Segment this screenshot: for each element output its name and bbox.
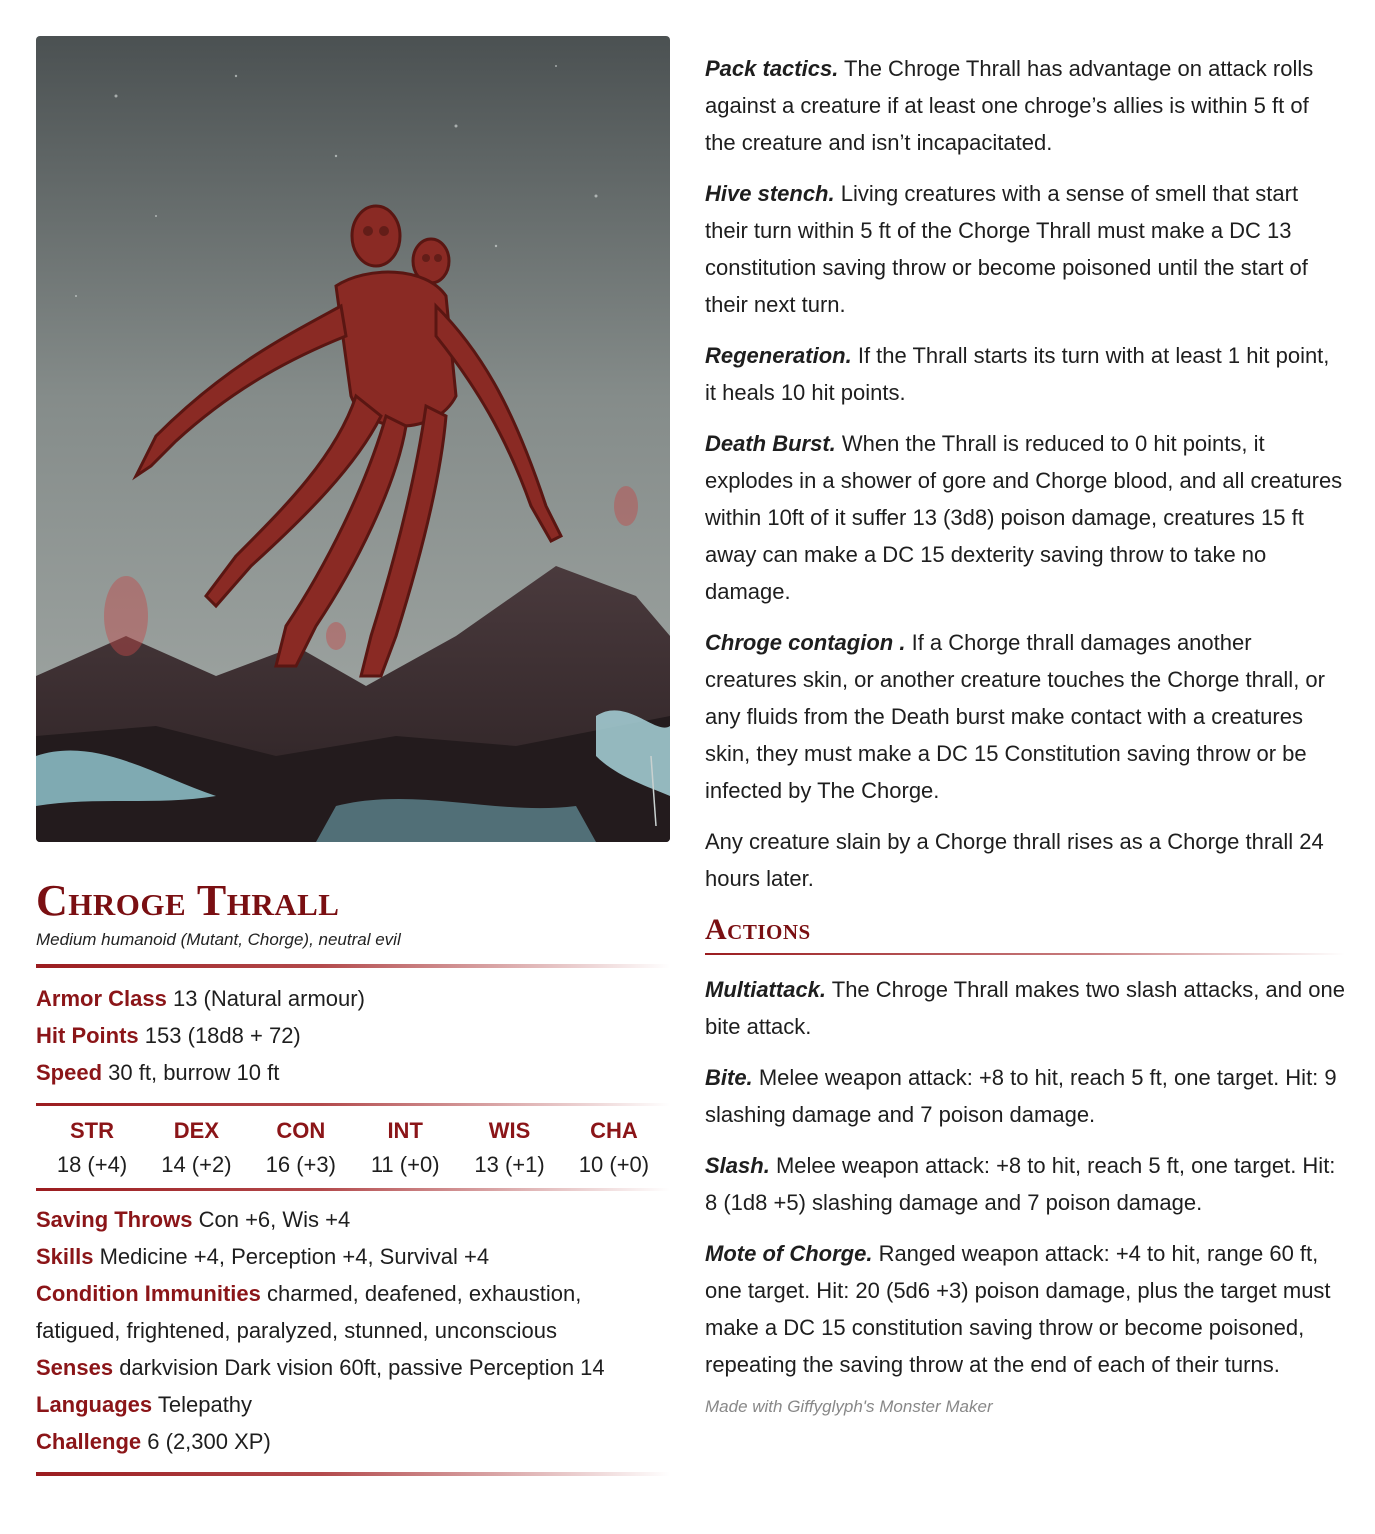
ability-value: 14 (+2) [161, 1152, 232, 1177]
trait-regeneration [705, 337, 1345, 411]
ability-name: WIS [488, 1118, 531, 1143]
condition-immunities-value: charmed, deafened, exhaustion, fatigued, frightened, paralyzed, stunned, unconscious [36, 1281, 582, 1343]
languages-value: Telepathy [157, 1392, 253, 1417]
credit-line: Made with Giffyglyph's Monster Maker [705, 1397, 993, 1416]
ability-scores [36, 1114, 670, 1182]
hit-points-row [36, 1017, 670, 1054]
action-text: The Chroge Thrall makes two slash attacks, and one bite attack. [705, 977, 1345, 1039]
challenge-row [36, 1423, 670, 1460]
action-name: Slash. [705, 1153, 770, 1178]
condition-immunities-label: Condition Immunities [36, 1281, 261, 1306]
trait-hive-stench [705, 175, 1345, 323]
armor-class-value: 13 (Natural armour) [172, 986, 365, 1011]
saving-throws-value: Con +6, Wis +4 [198, 1207, 351, 1232]
hit-points-value: 153 (18d8 + 72) [144, 1023, 301, 1048]
action-name: Mote of Chorge. [705, 1241, 873, 1266]
section-divider [36, 1103, 670, 1106]
trait-pack-tactics [705, 50, 1345, 161]
ability-cha [564, 1114, 664, 1182]
action-multiattack [705, 971, 1345, 1045]
trait-chroge-contagion [705, 624, 1345, 809]
languages-row [36, 1386, 670, 1423]
armor-class-label: Armor Class [36, 986, 167, 1011]
monster-name: Chroge Thrall [36, 876, 340, 925]
ability-dex [146, 1114, 246, 1182]
ability-int [355, 1114, 455, 1182]
ability-name: STR [70, 1118, 114, 1143]
action-text: Melee weapon attack: +8 to hit, reach 5 ft, one target. Hit: 9 slashing damage and 7 poison damage. [705, 1065, 1337, 1127]
saving-throws-label: Saving Throws [36, 1207, 193, 1232]
ability-value: 11 (+0) [370, 1152, 440, 1177]
ability-value: 13 (+1) [474, 1152, 545, 1177]
challenge-value: 6 (2,300 XP) [147, 1429, 271, 1454]
stat-block-right-column [705, 50, 1345, 1417]
speed-value: 30 ft, burrow 10 ft [108, 1060, 280, 1085]
trait-text: Living creatures with a sense of smell that start their turn within 5 ft of the Chorge Thrall must make a DC 13 constitution saving throw or become poisoned until the start of their next turn. [705, 181, 1308, 317]
ability-value: 18 (+4) [56, 1152, 128, 1177]
trait-death-burst [705, 425, 1345, 610]
trait-name: Hive stench. [705, 181, 835, 206]
ability-str [42, 1114, 142, 1182]
ability-con [251, 1114, 351, 1182]
monster-illustration [36, 36, 670, 842]
action-text: Ranged weapon attack: +4 to hit, range 60 ft, one target. Hit: 20 (5d6 +3) poison damage, plus the target must make a DC 15 constitution saving throw or become poisoned, repeating the saving throw at the end of each of their turns. [705, 1241, 1331, 1377]
section-divider [36, 1188, 670, 1191]
trait-name: Death Burst. [705, 431, 836, 456]
trait-text: When the Thrall is reduced to 0 hit points, it explodes in a shower of gore and Chorge blood, and all creatures within 10ft of it suffer 13 (3d8) poison damage, creatures 15 ft away can make a DC 15 dexterity saving throw to take no damage. [705, 431, 1343, 604]
hit-points-label: Hit Points [36, 1023, 139, 1048]
ability-name: CON [276, 1118, 326, 1143]
ability-name: DEX [173, 1118, 220, 1143]
action-name: Bite. [705, 1065, 753, 1090]
skills-row [36, 1238, 670, 1275]
speed-label: Speed [36, 1060, 103, 1085]
monster-type-line: Medium humanoid (Mutant, Chorge), neutral evil [36, 930, 401, 949]
armor-class-row [36, 980, 670, 1017]
action-mote-of-chorge [705, 1235, 1345, 1383]
actions-heading: Actions [705, 913, 811, 946]
ability-wis [460, 1114, 560, 1182]
condition-immunities-row [36, 1275, 670, 1349]
trait-name: Chroge contagion . [705, 630, 906, 655]
languages-label: Languages [36, 1392, 153, 1417]
senses-value: darkvision Dark vision 60ft, passive Perception 14 [119, 1355, 605, 1380]
trait-note: Any creature slain by a Chorge thrall rises as a Chorge thrall 24 hours later. [705, 829, 1324, 891]
stat-block-left-column [36, 36, 670, 1476]
saving-throws-row [36, 1201, 670, 1238]
trait-text: If a Chorge thrall damages another creatures skin, or another creature touches the Chorge thrall, or any fluids from the Death burst make contact with a creatures skin, they must make a DC 15 Constitution saving throw or be infected by The Chorge. [705, 630, 1325, 803]
trait-text: The Chroge Thrall has advantage on attack rolls against a creature if at least one chroge’s allies is within 5 ft of the creature and isn’t incapacitated. [705, 56, 1314, 155]
skills-label: Skills [36, 1244, 94, 1269]
section-divider [36, 964, 670, 968]
trait-name: Regeneration. [705, 343, 852, 368]
ability-value: 10 (+0) [578, 1152, 650, 1177]
ability-value: 16 (+3) [265, 1152, 336, 1177]
action-slash [705, 1147, 1345, 1221]
senses-row [36, 1349, 670, 1386]
trait-name: Pack tactics. [705, 56, 839, 81]
action-name: Multiattack. [705, 977, 827, 1002]
trait-text: If the Thrall starts its turn with at least 1 hit point, it heals 10 hit points. [705, 343, 1330, 405]
challenge-label: Challenge [36, 1429, 142, 1454]
skills-value: Medicine +4, Perception +4, Survival +4 [99, 1244, 490, 1269]
ability-name: CHA [590, 1118, 638, 1143]
actions-divider [705, 953, 1345, 955]
speed-row [36, 1054, 670, 1091]
action-text: Melee weapon attack: +8 to hit, reach 5 ft, one target. Hit: 8 (1d8 +5) slashing damage and 7 poison damage. [705, 1153, 1336, 1215]
action-bite [705, 1059, 1345, 1133]
senses-label: Senses [36, 1355, 114, 1380]
ability-name: INT [387, 1118, 423, 1143]
section-divider [36, 1472, 670, 1476]
